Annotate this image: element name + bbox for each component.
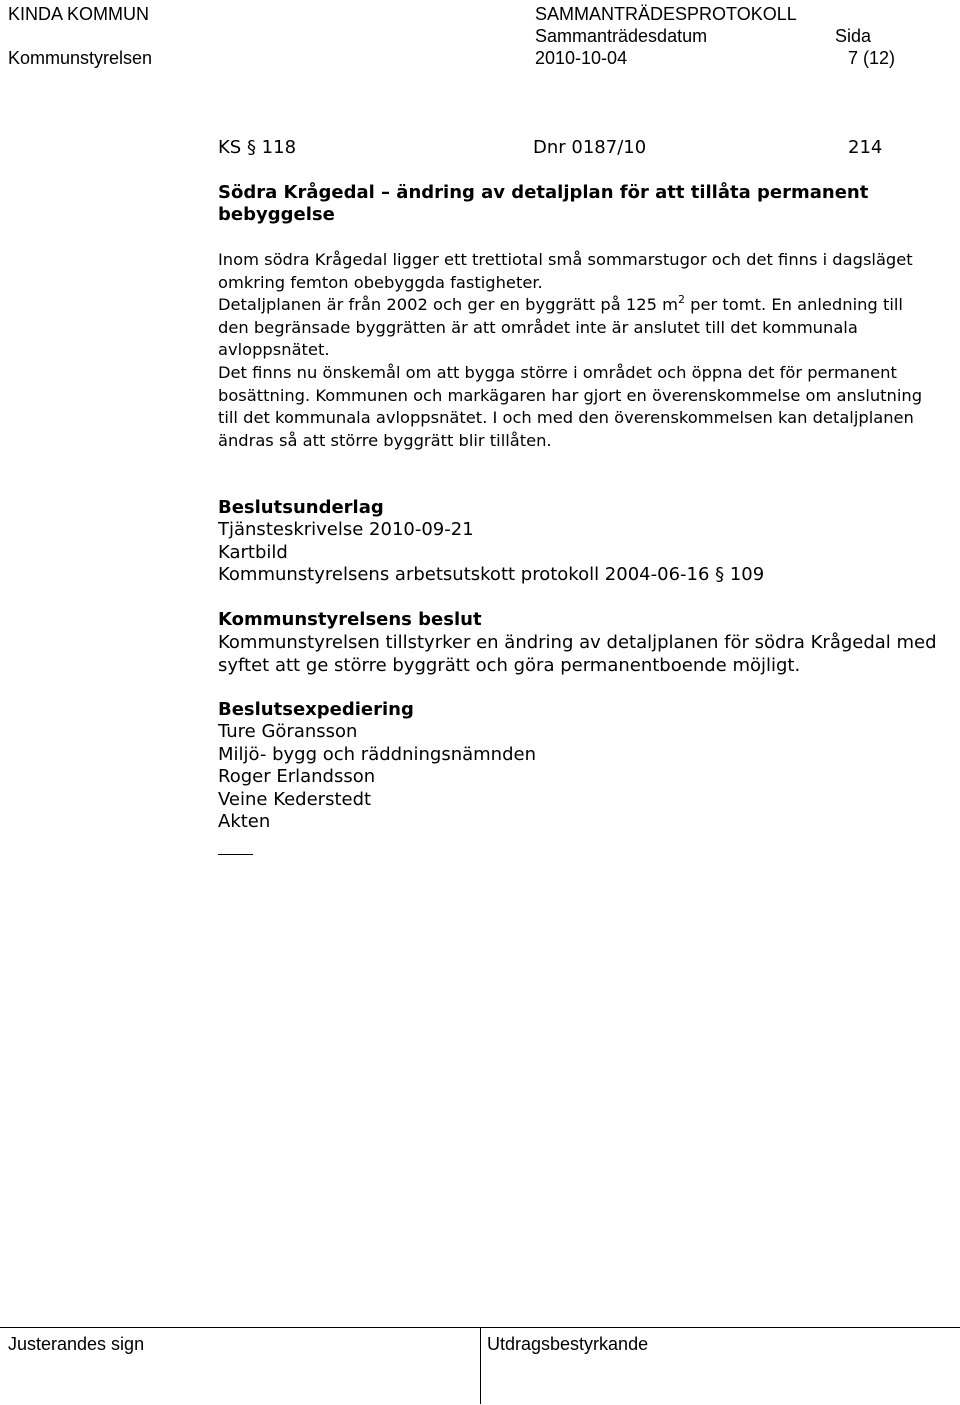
date-label: Sammanträdesdatum — [535, 26, 708, 46]
protocol-title: SAMMANTRÄDESPROTOKOLL — [535, 4, 797, 24]
signature-label-left: Justerandes sign — [8, 1334, 145, 1354]
expediering-list — [218, 721, 536, 834]
superscript-2: 2 — [677, 293, 685, 307]
paragraph-2-text: Detaljplanen är från 2002 och ger en byggrätt på 125 m — [218, 295, 678, 315]
list-item: Ture Göransson — [218, 721, 358, 742]
beslutsunderlag-list — [218, 519, 764, 587]
case-number: 214 — [848, 137, 883, 158]
page-number: 7 (12) — [848, 48, 896, 68]
list-item: Veine Kederstedt — [218, 788, 372, 810]
beslut-text — [218, 632, 938, 677]
paragraph-2-cont: per tomt. En anledning till den begränsade byggrätten är att området inte är anslutet till det kommunala avloppsnätet. — [218, 295, 903, 360]
paragraph-2 — [218, 294, 930, 362]
list-item: Akten — [218, 811, 271, 832]
case-dnr: Dnr 0187/10 — [533, 137, 647, 158]
divider — [218, 854, 253, 855]
meeting-date: 2010-10-04 — [535, 48, 628, 68]
list-item: Miljö- bygg och räddningsnämnden — [218, 743, 536, 765]
board-name: Kommunstyrelsen — [8, 48, 153, 68]
heading-expediering: Beslutsexpediering — [218, 699, 414, 720]
case-paragraph: KS § 118 — [218, 137, 297, 158]
heading-beslutsunderlag: Beslutsunderlag — [218, 497, 384, 518]
heading-beslut: Kommunstyrelsens beslut — [218, 609, 482, 630]
org-name: KINDA KOMMUN — [8, 4, 150, 24]
signature-divider — [480, 1327, 481, 1404]
decision-text: Kommunstyrelsen tillstyrker en ändring av detaljplanen för södra Krågedal med syftet att ge större byggrätt och göra permanentboende möjligt. — [218, 632, 937, 676]
list-item: Kommunstyrelsens arbetsutskott protokoll 2004-06-16 § 109 — [218, 564, 765, 585]
list-item: Tjänsteskrivelse 2010-09-21 — [218, 519, 474, 540]
paragraph-3: Det finns nu önskemål om att bygga större i området och öppna det för permanent bosättning. Kommunen och markägaren har gjort en överenskommelse om anslutning till det kommunala avloppsnätet. I och med den överenskommelsen kan detaljplanen ändras så att större byggrätt blir tillåten. — [218, 362, 923, 450]
body-text — [218, 249, 930, 452]
page-label: Sida — [835, 26, 872, 46]
case-title: Södra Krågedal – ändring av detaljplan för att tillåta permanent bebyggelse — [218, 182, 869, 225]
list-item: Roger Erlandsson — [218, 766, 376, 787]
paragraph-1: Inom södra Krågedal ligger ett trettiotal små sommarstugor och det finns i dagsläget omkring femton obebyggda fastigheter. — [218, 250, 913, 292]
signature-label-right: Utdragsbestyrkande — [487, 1334, 649, 1354]
list-item: Kartbild — [218, 541, 288, 563]
